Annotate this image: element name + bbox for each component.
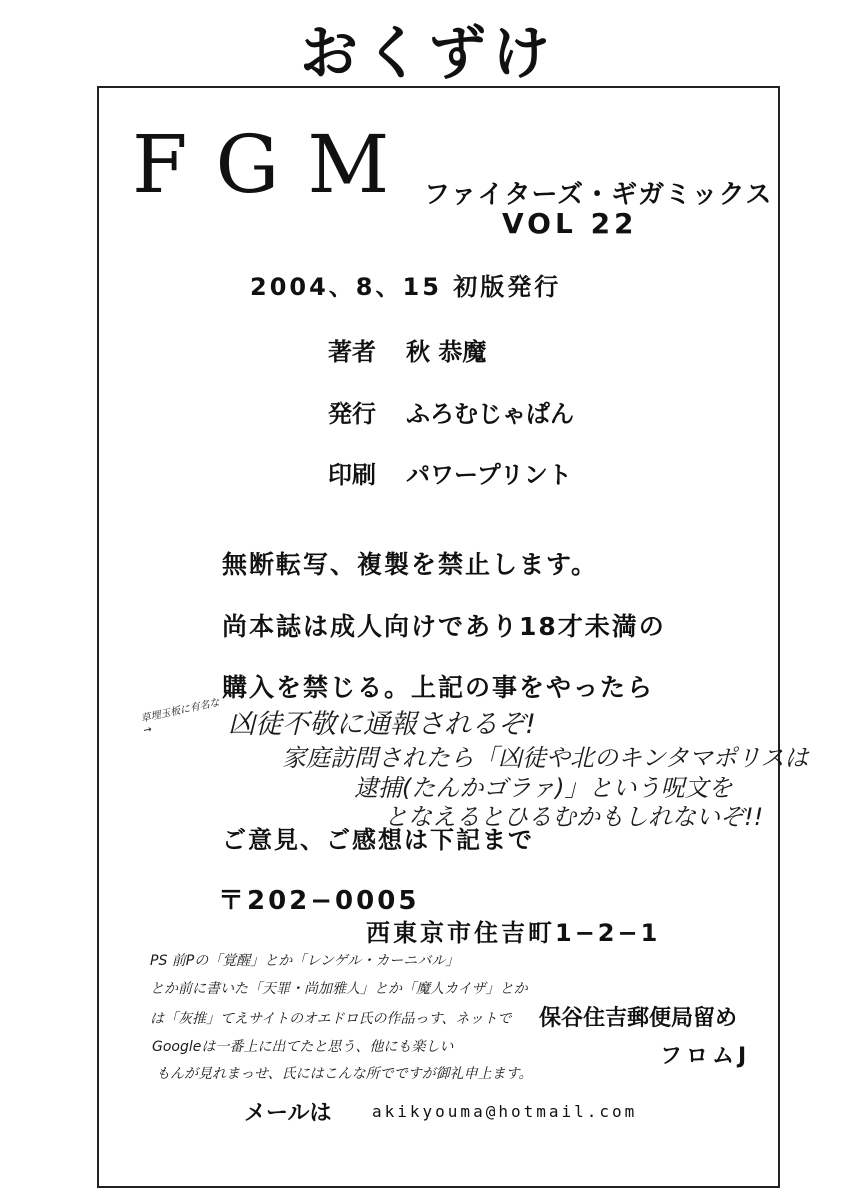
notice-line: 購入を禁じる。上記の事をやったら	[222, 673, 655, 702]
page-heading: おくずけ	[300, 19, 557, 87]
ps-note-line: PS 前Pの「覚醒」とか「レンゲル・カーニバル」	[150, 953, 460, 969]
handwritten-line: 逮捕(たんかゴラァ)」という呪文を	[354, 774, 733, 802]
handwritten-line: 凶徒不敬に通報されるぞ!	[228, 709, 536, 740]
credit-label: 著者	[328, 338, 376, 366]
ps-note-line: Googleは一番上に出てたと思う、他にも楽しい	[152, 1039, 454, 1055]
notice-line: 無断転写、複製を禁止します。	[222, 550, 599, 579]
credit-value: 秋 恭魔	[406, 338, 487, 366]
credit-author	[328, 332, 486, 367]
publication-date: 2004、8、15 初版発行	[250, 273, 562, 301]
contact-intro: ご意見、ご感想は下記まで	[222, 826, 534, 854]
side-note: 草埋玉板に有名な→	[140, 697, 221, 737]
ps-note-line: とか前に書いた「天罪・尚加雅人」とか「魔人カイザ」とか	[150, 981, 528, 997]
credit-value: パワープリント	[406, 461, 572, 489]
volume-number: VOL 22	[502, 207, 638, 240]
postal-code: 〒202−0005	[218, 886, 420, 916]
recipient: フロムJ	[660, 1044, 751, 1069]
ps-note-line: は「灰推」てえサイトのオエドロ氏の作品っす、ネットで	[150, 1011, 512, 1027]
credit-publisher	[328, 394, 574, 429]
fgm-logo: FGM	[132, 118, 418, 211]
series-subtitle: ファイターズ・ギガミックス	[424, 180, 773, 210]
email-address: akikyouma@hotmail.com	[372, 1102, 638, 1121]
mail-label: メールは	[244, 1101, 332, 1126]
credit-label: 発行	[328, 400, 376, 428]
credit-value: ふろむじゃぱん	[406, 400, 574, 428]
credit-label: 印刷	[328, 461, 376, 489]
notice-line: 尚本誌は成人向けであり18才未満の	[222, 612, 666, 641]
post-office: 保谷住吉郵便局留め	[539, 1006, 738, 1031]
credit-printer	[328, 455, 572, 490]
ps-note-line: もんが見れまっせ、氏にはこんな所でですが御礼申上ます。	[156, 1066, 533, 1082]
address: 西東京市住吉町1−2−1	[366, 919, 661, 947]
handwritten-line: となえるとひるむかもしれないぞ!!	[384, 803, 764, 831]
handwritten-line: 家庭訪問されたら「凶徒や北のキンタマポリスは	[282, 744, 809, 772]
